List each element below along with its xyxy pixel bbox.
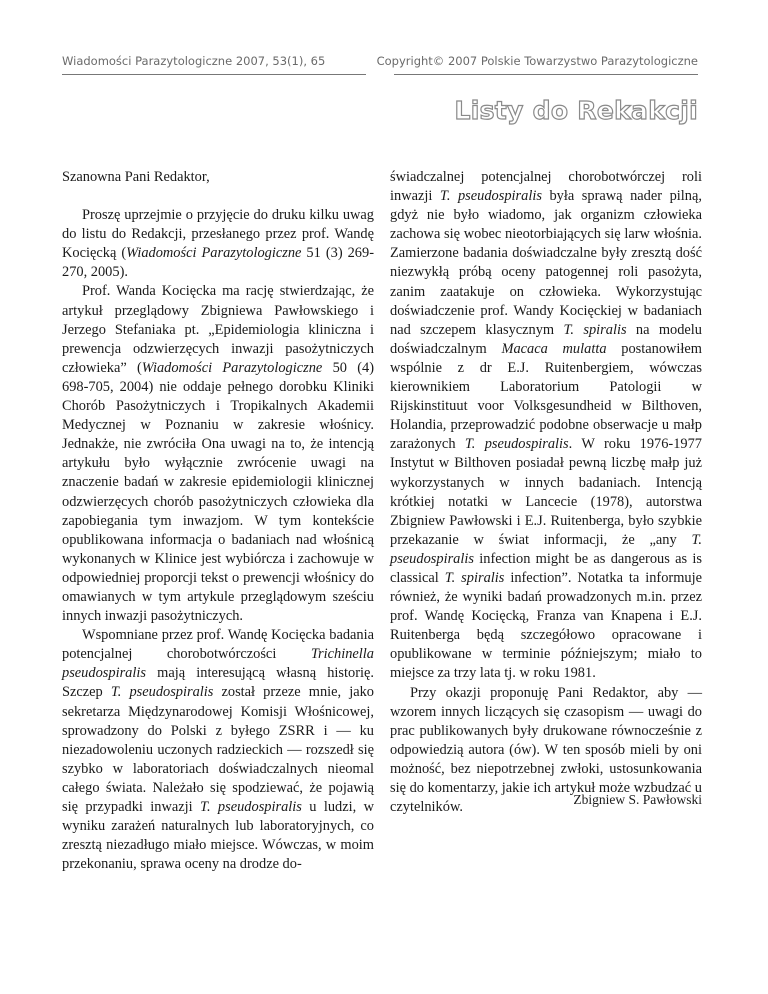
paragraph-text: była sprawą nader pilną, gdyż nie było wiadomo, jak organizm człowieka zachowa się wobec nieotorbiających się larw włośnia. Zamierzone badania doświadczalne były zresztą dość niezwykłą próbą oceny patogennej roli pasożyta, zanim zaatakuje on człowieka. Wykorzystując doświadczenie prof. Wandy Kocięckiej w badaniach nad szczepem klasycznym [390,188,702,338]
paragraph-1: Proszę uprzejmie o przyjęcie do druku kilku uwag do listu do Redakcji, przesłanego przez prof. Wandę Kocięcką (Wiadomości Parazytologiczne 51 (3) 269-270, 2005). [62,207,374,281]
species-name: Macaca mulatta [501,340,607,357]
paragraph-text: infection”. Notatka ta informuje również, że wyniki badań prowadzonych m.in. przez prof. Wandę Kocięcką, Franza van Knapena i E.J. Ruitenberga będą szczegółowo opracowane i opublikowane w terminie późniejszym; miało to miejsce za trzy lata tj. w roku 1981. [390,569,702,682]
species-name: T. pseudospiralis [390,531,702,567]
species-name: T. spiralis [563,321,627,338]
paragraph-text: na modelu doświadczalnym [390,321,703,357]
header-rule-left [62,74,366,75]
journal-name: Wiadomości Parazytologiczne [141,359,323,376]
copyright-notice: Copyright© 2007 Polskie Towarzystwo Parazytologiczne [376,54,698,68]
paragraph-3-continued [390,168,702,684]
species-name: T. pseudospiralis [439,188,542,205]
paragraph-text: świadczalnej potencjalnej chorobotwórczej roli inwazji [390,169,702,205]
journal-name: Wiadomości Parazytologiczne [126,245,302,262]
paragraph-text: infection might be as dangerous as is classical [390,550,702,586]
section-title: Listy do Rekakcji [454,96,698,125]
salutation: Szanowna Pani Redaktor, [62,169,210,185]
paragraph-4: Przy okazji proponuję Pani Redaktor, aby — wzorem innych liczących się czasopism — uwagi do prac publikowanych były drukowane równocześnie z odpowiedzią autora (ów). W ten sposób mieli by oni możność, bez niepotrzebnej zwłoki, ustosunkowania się do komentarzy, jakie ich artykuł może wzbudzać u czytelników. [390,684,702,816]
species-name: T. pseudospiralis [200,799,302,815]
paragraph-text: . W roku 1976-1977 Instytut w Bilthoven posiadał pewną liczbę małp już wykorzystanych w innych badaniach. Intencją krótkiej notatki w Lancecie (1978), autorstwa Zbigniew Pawłowski i E.J. Ruitenberga, było szybkie przekazanie w świat informacji, że „any [390,436,703,548]
species-name: T. pseudospiralis [464,436,569,453]
paragraph-3: Wspomniane przez prof. Wandę Kocięcka badania potencjalnej chorobotwórczości Trichinella pseudospiralis mają interesującą własną historię. Szczep T. pseudospiralis został przeze mnie, jako sekretarza Międzynarodowej Komisji Włośnicowej, sprowadzony do Polski z byłego ZSRR i — ku niezadowoleniu uczonych radzieckich — rozszedł się szybko w laboratoriach doświadczalnych nieomal całego świata. Należało się spodziewać, że pojawią się przypadki inwazji T. pseudospiralis u ludzi, w wyniku zarażeń naturalnych lub laboratoryjnych, co zresztą niezadługo miało miejsce. Wówczas, w moim przekonaniu, sprawa oceny na drodze do- [62,627,374,873]
paragraph-text: postanowiłem wspólnie z dr E.J. Ruitenbergiem, wówczas kierownikiem Laboratorium Patologii w Rijskinstituut voor Volksgesundheid w Bilthoven, Holandia, przeprowadzić podobne obserwacje u małp zarażonych [390,340,702,453]
signature: Zbigniew S. Pawłowski [573,792,702,807]
header-rule-right [394,74,698,75]
paragraph-2: Prof. Wanda Kocięcka ma rację stwierdzając, że artykuł przeglądowy Zbigniewa Pawłowskiego i Jerzego Stefaniaka pt. „Epidemiologia kliniczna i prewencja odzwierzęcych inwazji pasożytniczych człowieka” (Wiadomości Parazytologiczne 50 (4) 698-705, 2004) nie oddaje pełnego dorobku Kliniki Chorób Pasożytniczych i Tropikalnych Akademii Medycznej w Poznaniu w zakresie włośnicy. Jednakże, nie zwróciła Ona uwagi na to, że intencją artykułu było wyłącznie zwrócenie uwagi na znaczenie badań w zakresie epidemiologii klinicznej odzwierzęcych chorób pasożytniczych człowieka dla zapobiegania tym inwazjom. W tym kontekście opublikowana informacja o badaniach nad włośnicą wykonanych w Klinice jest wybiórcza i zachowuje w odpowiedniej proporcji tekst o prewencji włośnicy do omawianych w tym artykule przeglądowym sześciu innych inwazji pasożytniczych. [62,283,374,625]
text-column-right [390,168,702,817]
text-column-left [62,168,374,874]
species-name: T. spiralis [444,569,505,586]
species-name: Trichinella pseudospiralis [62,646,374,682]
species-name: T. pseudospiralis [110,684,214,701]
running-header [62,54,698,76]
journal-citation: Wiadomości Parazytologiczne 2007, 53(1), 65 [62,54,326,68]
